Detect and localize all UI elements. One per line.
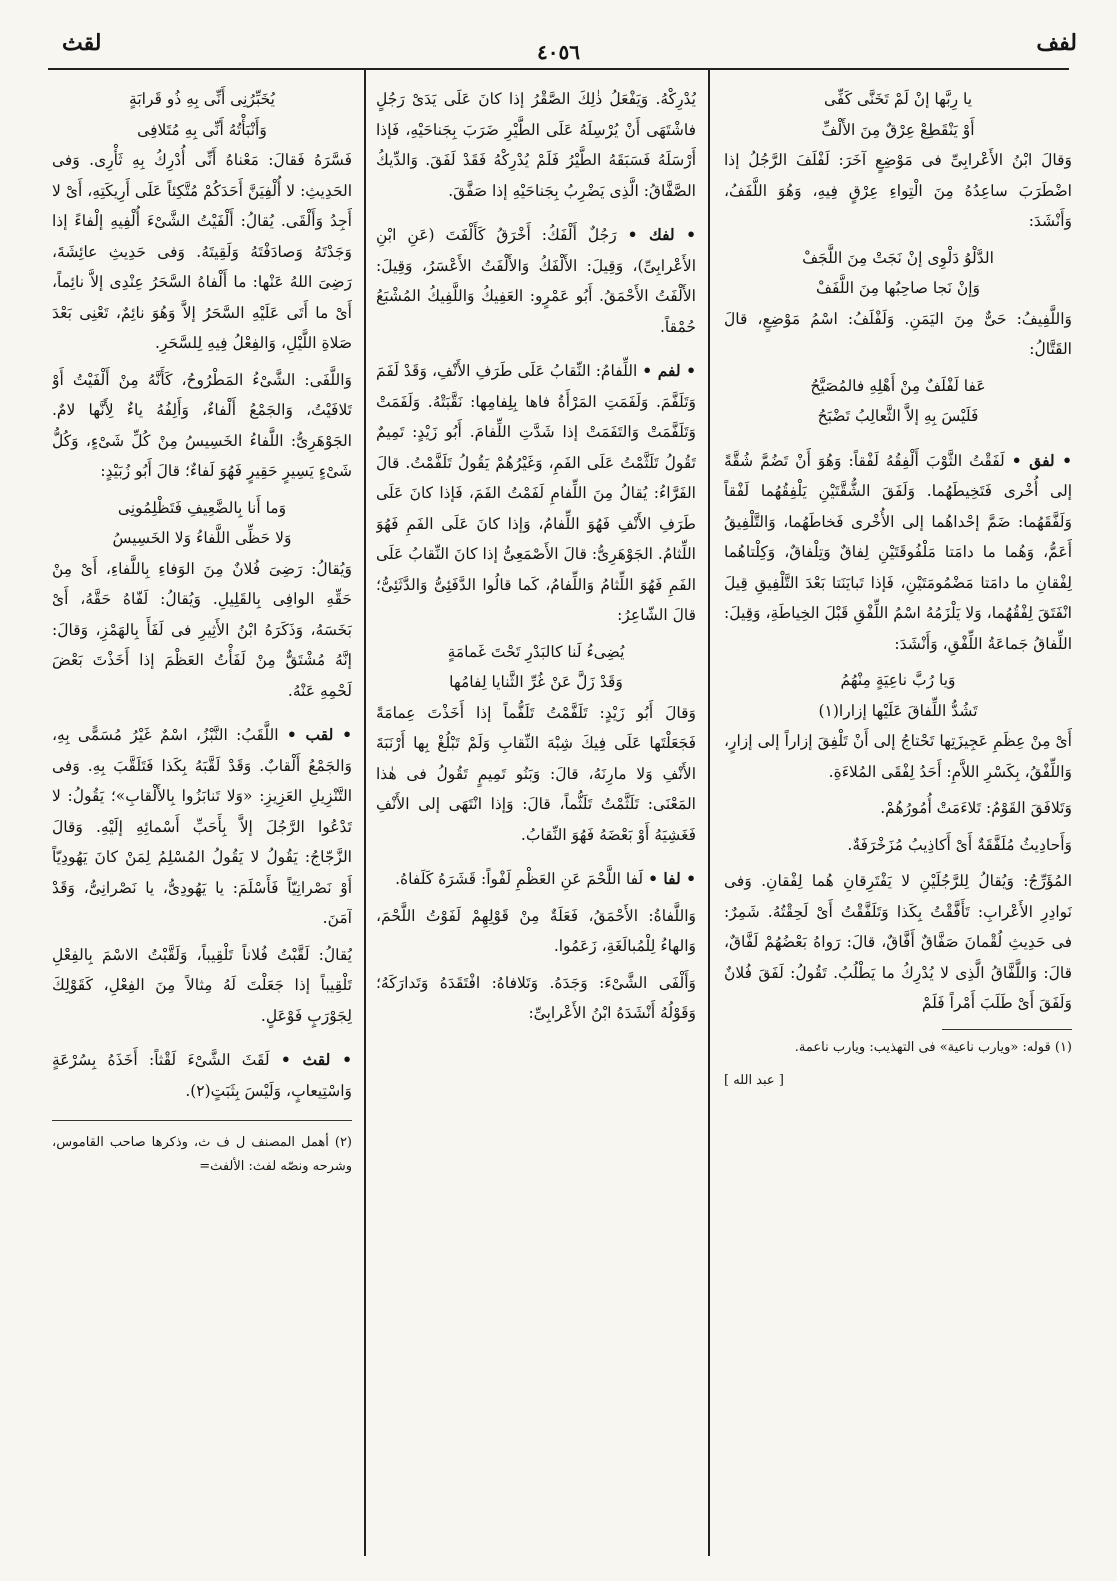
header-rule [48,68,1069,70]
header-right-word: لفف [1036,30,1077,56]
paragraph: وَاللَّفاةُ: الأَحْمَقُ، فَعَلَةٌ مِنْ قَوْلِهِمْ لَفَوْتُ اللَّحْمَ، وَالهاءُ لِلْمُبالَغَةِ، زَعَمُوا. [376,906,696,955]
paragraph: وَقالَ ابْنُ الأَعْرابِىِّ فى مَوْضِعٍ آخَرَ: لَفْلَفَ الرَّجُلُ إذا اضْطَرَبَ ساعِدُهُ مِنَ الْتِواءِ عِرْقٍ فِيهِ، وَهُوَ اللَّفَفُ، وَأَنْشَدَ: [724,151,1072,230]
column-middle [376,84,696,1544]
entry-text: لَفَقْتُ الثَّوْبَ أَلْفِقُهُ لَفْقاً: وَهُوَ أَنْ تَضُمَّ شُقَّةً إلى أُخْرى فَتَخِيطَهُما. وَلَفَقَ الشُّقَّتَيْنِ يَلْفِقُهُما لَفْقاً وَلَفَّقَهُما: ضَمَّ إحْداهُما إلى الأُخْرى فَخاطَهُما، وَالتَّلْفِيقُ أَعَمُّ، وَهُما ما دامَتا مَلْفُوقَتَيْنِ لِفاقٌ وَتِلْفاقٌ، وَكِلْتاهُما لِفْقانِ ما دامَتا مَضْمُومَتَيْنِ، فَإذا تَبايَنَتا بَعْدَ التَّلْفِيقِ قِيلَ انْفَتَقَ لِفْقُهُما، وَلا يَلْزَمُهُ اسْمُ اللِّفْقِ قَبْلَ الخِياطَةِ، وَقِيلَ: اللِّفاقُ جَماعَةُ اللِّفْقِ، وَأَنْشَدَ: [724,451,1072,653]
header-left-word: لقث [62,30,102,56]
signature: [ عبد الله ] [724,1072,784,1088]
footnote: (٢) أهمل المصنف ل ف ث، وذكرها صاحب القاموس، وشرحه ونصّه لفث: الألفث= [52,1135,352,1174]
verse-line: وَيا رُبَّ ناعِيَةٍ مِنْهُمُ [840,671,956,689]
paragraph: يُقالُ: لَقَّبْتُ فُلاناً تَلْقِيباً، وَلَقَّبْتُ الاسْمَ بِالفِعْلِ تَلْقِيباً إذا جَعَلْتَ لَهُ مِثالاً مِنَ الفِعْلِ، كَقَوْلِكَ لِجَوْرَبٍ فَوْعَلٍ. [52,945,352,1025]
paragraph: وَيُقالُ: رَضِىَ فُلانٌ مِنَ الوَفاءِ بِاللَّفاءِ، أَىْ مِنْ حَقِّهِ الوافِى بِالقَلِيلِ. وَيُقالُ: لَفّاهُ حَقَّهُ، أَىْ بَخَسَهُ، وَذَكَرَهُ ابْنُ الأَثِيرِ فى لَفَأَ بِالهَمْزِ، وَقالَ: إنَّهُ مُشْتَقٌّ مِنْ لَفَأْتُ العَظْمَ إذا أَخَذْتَ بَعْضَ لَحْمِهِ عَنْهُ. [52,559,352,700]
footnote-rule [942,1029,1072,1030]
verse-line: وَقَدْ زَلَّ عَنْ غُرِّ الثَّنايا لِفامُها [449,673,623,691]
paragraph: وَاللَّفِيفُ: حَىٌّ مِنَ اليَمَنِ. وَلَفْلَفُ: اسْمُ مَوْضِعٍ، قالَ القَتَّالُ: [724,309,1072,358]
entry-headword: • لفك • [627,225,696,244]
entry-text: لَفا اللَّحْمَ عَنِ العَظْمِ لَفْواً: قَشَرَهُ كَلَفاهُ. [395,870,644,888]
paragraph: يُدْرِكْهُ. وَيَفْعَلُ ذٰلِكَ الصَّقْرُ إذا كانَ عَلَى يَدَىْ رَجُلٍ فاشْتَهَى أَنْ يُرْسِلَهُ عَلَى الطَّيْرِ ضَرَبَ بِجَناحَيْهِ، فَإذا أَرْسَلَهُ فَسَبَقَهُ الطَّيْرُ فَلَمْ يُدْرِكْهُ فَقَدْ لَفَقَ. وَالدِّيكُ الصَّفَّاقُ: الَّذِى يَضْرِبُ بِجَناحَيْهِ إذا صَفَّقَ. [376,90,696,200]
entry-headword: • لفم • [642,361,696,380]
entry-laqab [52,720,352,934]
entry-laqath [52,1045,352,1106]
entry-text: اللِّفامُ: النِّقابُ عَلَى طَرَفِ الأَنْفِ، وَقَدْ لَفَمَ وَتَلَفَّمَ. وَلَفَمَتِ المَرْأَةُ فاها بِلِفامِها: نَقَّبَتْهُ. وَلَفَمَتْ وَتَلَفَّمَتْ وَالتَفَمَتْ إذا شَدَّتِ اللِّفامَ. أَبُو زَيْدٍ: تَمِيمٌ تَقُولُ تَلَثَّمْتُ عَلَى الفَمِ، وَغَيْرُهُمْ يَقُولُ تَلَفَّمْتُ. قالَ الفَرَّاءُ: يُقالُ مِنَ اللِّفامِ لَفَمْتُ الفَمَ، فَإذا كانَ عَلَى طَرَفِ الأَنْفِ فَهُوَ اللِّفامُ، وَإذا كانَ عَلَى الفَمِ فَهُوَ اللِّثامُ. الجَوْهَرِىُّ: قالَ الأَصْمَعِىُّ إذا كانَ النِّقابُ عَلَى الفَمِ فَهُوَ اللِّثامُ وَاللِّفامُ، كَما قالُوا الدَّفَئِىُّ وَالدَّثَئِىُّ؛ قالَ الشّاعِرُ: [376,362,696,624]
entry-headword: • لقث • [280,1050,352,1069]
paragraph: المُؤَرِّجُ: وَيُقالُ لِلرَّجُلَيْنِ لا يَفْتَرِقانِ هُما لِفْقانِ. وَفى نَوادِرِ الأَعْرابِ: تَأَفَّقْتُ بِكَذا وَتَلَفَّقْتُ أَىْ لَحِقْتُهُ. شَمِرٌ: فى حَدِيثِ لُقْمانَ صَفَّاقٌ أَفَّاقٌ، قالَ: رَواهُ بَعْضُهُمْ لَفَّاقٌ، قالَ: وَاللَّفَّاقُ الَّذِى لا يُدْرِكُ ما يَطْلُبُ. تَقُولُ: لَفَقَ فُلانٌ وَلَفَقَ أَىْ طَلَبَ أَمْراً فَلَمْ [724,872,1072,1012]
verse-line: وَما أَنا بِالضَّعِيفِ فَتَظْلِمُونِى [117,498,287,517]
column-right [724,84,1072,1544]
column-left [52,84,352,1544]
paragraph: وَأَحادِيثُ مُلَفَّقَةٌ أَىْ أَكاذِيبُ مُزَخْرَفَةٌ. [847,835,1072,854]
paragraph: وَقالَ أَبُو زَيْدٍ: تَلَفَّمْتُ تَلَفُّماً إذا أَخَذْتَ عِمامَةً فَجَعَلْتَها عَلَى فِيكَ شِبْهَ النِّقابِ وَلَمْ تَبْلُغْ بِها أَرْنَبَةَ الأَنْفِ وَلا مارِنَهُ، قالَ: وَبَنُو تَمِيمٍ تَقُولُ فى هٰذا المَعْنَى: تَلَثَّمْتُ تَلَثُّماً، قالَ: وَإذا انْتَهَى إلى الأَنْفِ فَغَشِيَهُ أَوْ بَعْضَهُ فَهُوَ النِّقابُ. [376,703,696,844]
verse-line: يُخَبِّرُنِى أَنِّى بِهِ ذُو قَرابَةٍ [129,90,275,108]
verse-line: وَأَنْبَأْتُهُ أَنِّى بِهِ مُتَلافِى [137,120,267,139]
verse-line: يا رِبَّها إنْ لَمْ تَخَنَّى كَفِّى [823,90,973,108]
entry-headword: • لفا • [648,869,696,888]
entry-lafam [376,356,696,631]
entry-headword: • لقب • [286,725,352,744]
entry-headword: • لفق • [1011,450,1072,470]
paragraph: أَىْ مِنْ عِظَمِ عَجِيزَتِها تَحْتاجُ إلى أَنْ تَلْفِقَ إزاراً إلى إزارٍ، وَاللِّفْقُ، بِكَسْرِ اللاَّمِ: أَحَدُ لِفْقَى المُلاءَةِ. [724,732,1072,781]
entry-lafa [376,864,696,895]
paragraph: وَتَلافَقَ القَوْمُ: تَلاءَمَتْ أُمُورُهُمْ. [880,799,1072,817]
verse-line: الدَّلْوُ دَلْوِى إنْ نَجَتْ مِنَ اللَّجَفْ [802,248,994,267]
verse-line: أَوْ يَنْقَطِعْ عِرْقٌ مِنَ الأَلْفِّ [821,120,975,139]
verse-line: عَفا لَفْلَفٌ مِنْ أَهْلِهِ فالمُصَيَّحُ [810,376,986,395]
verse-line: فَلَيْسَ بِهِ إلاَّ الثَّعالِبُ تَضْبَحُ [817,407,979,425]
paragraph: فَسَّرَهُ فَقالَ: مَعْناهُ أَنِّى أُدْرِكُ بِهِ ثَأْرِى. وَفى الحَدِيثِ: لا أُلْفِيَنَّ أَحَدَكُمْ مُتَّكِئاً عَلَى أَرِيكَتِهِ، أَىْ لا أَجِدُ وَأَلْقَى. يُقالُ: أَلْفَيْتُ الشَّىْءَ أُلْفِيهِ إلْفاءً إذا وَجَدْتَهُ وَصادَفْتَهُ وَلَقِيتَهُ. وَفى حَدِيثِ عائِشَةَ، رَضِىَ اللهُ عَنْها: ما أَلْفاهُ السَّحَرُ عِنْدِى إلاَّ نائِماً، أَىْ ما أَتَى عَلَيْهِ السَّحَرُ إلاَّ وَهُوَ نائِمٌ، تَعْنِى بَعْدَ صَلاةِ اللَّيْلِ، وَالفِعْلُ فِيهِ لِلسَّحَرِ. [52,151,352,352]
column-divider-right [708,68,710,1556]
entry-text: لَقَثَ الشَّىْءَ لَقْثاً: أَخَذَهُ بِسُرْعَةٍ وَاسْتِيعابٍ، وَلَيْسَ بِثَبَتٍ(٢). [52,1051,352,1100]
entry-lafak [376,220,696,342]
verse-line: تَشُدُّ اللِّفاقَ عَلَيْها إزارا(١) [818,701,978,720]
verse-line: يُضِىءُ لَنا كالبَدْرِ تَحْتَ غَمامَةٍ [447,642,625,661]
entry-text: اللَّقَبُ: النَّبْزُ، اسْمٌ غَيْرُ مُسَمًّى بِهِ، وَالجَمْعُ أَلْقابٌ. وَقَدْ لَقَّبَهُ بِكَذا فَتَلَقَّبَ بِهِ. وَفى التَّنْزِيلِ العَزِيزِ: «وَلا تَنابَزُوا بِالأَلْقابِ»؛ يَقُولُ: لا تَدْعُوا الرَّجُلَ إلاَّ بِأَحَبِّ أَسْمائِهِ إلَيْهِ. وَقالَ الزَّجّاجُ: يَقُولُ لا يَقُولُ المُسْلِمُ لِمَنْ كانَ يَهُودِيّاً أَوْ نَصْرانِيّاً فَأَسْلَمَ: يا يَهُودِىُّ، يا نَصْرانِىُّ، وَقَدْ آمَنَ. [52,726,352,927]
footnote-rule [52,1120,352,1121]
column-divider-left [364,68,366,1556]
verse-line: وَلا حَظِّى اللَّفاءُ وَلا الخَسِيسُ [112,529,292,547]
entry-lafaqa [724,446,1072,660]
paragraph: وَاللَّفَى: الشَّىْءُ المَطْرُوحُ، كَأَنَّهُ مِنْ أَلْفَيْتُ أَوْ تَلافَيْتُ، وَالجَمْعُ أَلْفاءٌ، وَأَلِفُهُ ياءٌ لِأَنَّها لامٌ. الجَوْهَرِىُّ: اللَّفاءُ الخَسِيسُ مِنْ كُلِّ شَىْءٍ، وَكُلُّ شَىْءٍ يَسِيرٍ حَقِيرٍ فَهُوَ لَفاءٌ؛ قالَ أَبُو زُبَيْدٍ: [52,370,352,480]
paragraph: وَأَلْفَى الشَّىْءَ: وَجَدَهُ. وَتَلافاهُ: افْتَقَدَهُ وَتَدارَكَهُ؛ وَقَوْلُهُ أَنْشَدَهُ ابْنُ الأَعْرابِىِّ: [376,973,696,1022]
page-number: ٤٠٥٦ [537,40,580,64]
entry-text: رَجُلٌ أَلْفَكُ: أَخْرَقُ كَأَلْفَتَ (عَنِ ابْنِ الأَعْرابِىِّ)، وَقِيلَ: الأَلْفَكُ وَالأَلْفَتُ الأَعْسَرُ، وَقِيلَ: الأَلْفَتُ الأَحْمَقُ. أَبُو عَمْرٍو: العَفِيكُ وَاللَّفِيكُ المُشْبَعُ حُمْقاً. [376,226,696,336]
footnote: (١) قوله: «ويارب ناعية» فى التهذيب: ويارب ناعمة. [794,1039,1072,1055]
verse-line: وَإنْ نَجا صاحِبُها مِنَ اللَّفَفْ [815,279,981,297]
